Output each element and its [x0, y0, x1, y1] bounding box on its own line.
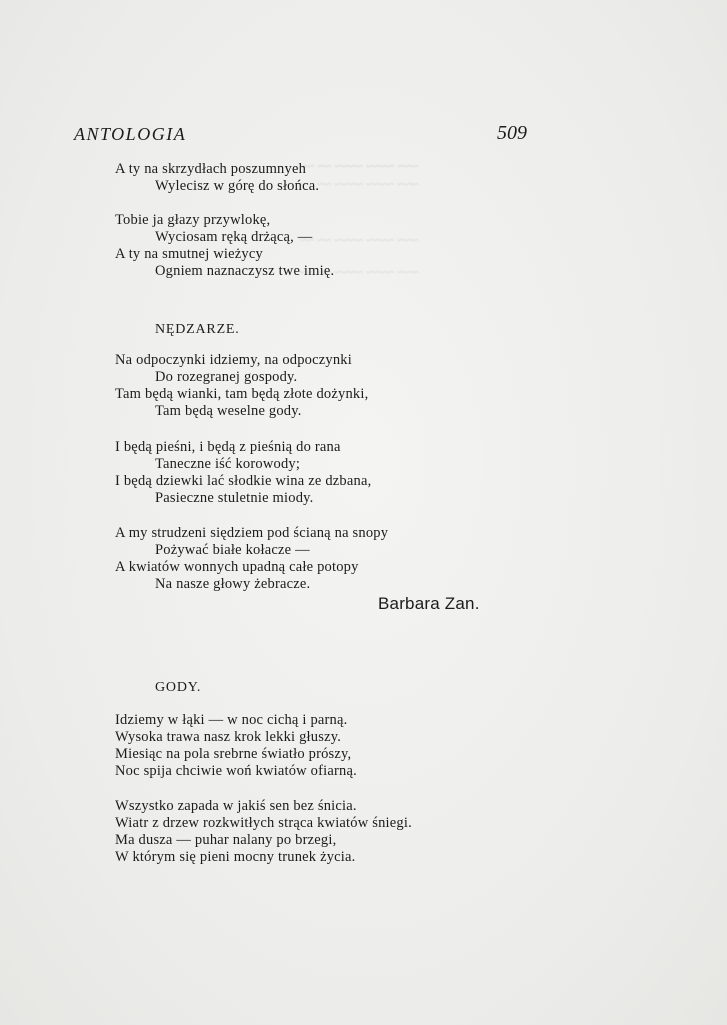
- page-number: 509: [497, 122, 527, 144]
- poem-line: Noc spija chciwie woń kwiatów ofiarną.: [115, 763, 357, 779]
- poem-line: A ty na skrzydłach poszumnyeh: [115, 161, 307, 177]
- poem-line: Wiatr z drzew rozkwitłych strąca kwiatów śniegi.: [115, 815, 412, 831]
- running-title: ANTOLOGIA: [74, 124, 187, 144]
- poem-line: Pasieczne stuletnie miody.: [155, 490, 314, 506]
- poem-line: Wysoka trawa nasz krok lekki głuszy.: [115, 729, 342, 745]
- poem-line: Ogniem naznaczysz twe imię.: [155, 263, 335, 279]
- bleed-through-text: ~~~ ~~~~ ~~~~ ~~ ~~: [300, 176, 419, 191]
- poem-line: Miesiąc na pola srebrne światło prószy,: [115, 746, 352, 762]
- poem-line: Tam będą weselne gody.: [155, 403, 302, 419]
- poem-line: A ty na smutnej wieżycy: [115, 246, 263, 262]
- poem-line: Tobie ja głazy przywlokę,: [115, 212, 271, 228]
- poem-line: W którym się pieni mocny trunek życia.: [115, 849, 356, 865]
- poem-line: Ma dusza — puhar nalany po brzegi,: [115, 832, 337, 848]
- poem-line: Tam będą wianki, tam będą złote dożynki,: [115, 386, 369, 402]
- poem-line: Na odpoczynki idziemy, na odpoczynki: [115, 352, 352, 368]
- bleed-through-text: ~~~ ~~~~ ~~~~ ~~ ~~: [300, 158, 419, 173]
- poem-line: Pożywać białe kołacze —: [155, 542, 310, 558]
- poem-title: NĘDZARZE.: [155, 322, 240, 337]
- poem-line: I będą pieśni, i będą z pieśnią do rana: [115, 439, 341, 455]
- poem-line: Wszystko zapada w jakiś sen bez śnicia.: [115, 798, 357, 814]
- poem-line: Taneczne iść korowody;: [155, 456, 301, 472]
- poem-line: I będą dziewki lać słodkie wina ze dzbana,: [115, 473, 372, 489]
- bleed-through-text: ~~~ ~~~~ ~~~~ ~~ ~~: [300, 264, 419, 279]
- bleed-through-text: ~~~ ~~~~ ~~~~ ~~ ~~: [300, 232, 419, 247]
- poem-line: Na nasze głowy żebracze.: [155, 576, 311, 592]
- poem-line: Wylecisz w górę do słońca.: [155, 178, 320, 194]
- poem-line: A my strudzeni siędziem pod ścianą na snopy: [115, 525, 389, 541]
- poem-line: Wyciosam ręką drżącą, —: [155, 229, 313, 245]
- poem-line: Do rozegranej gospody.: [155, 369, 298, 385]
- poem-line: Idziemy w łąki — w noc cichą i parną.: [115, 712, 348, 728]
- poem-line: A kwiatów wonnych upadną całe potopy: [115, 559, 359, 575]
- poem-title: GODY.: [155, 680, 202, 695]
- author-signature: Barbara Zan.: [378, 594, 480, 613]
